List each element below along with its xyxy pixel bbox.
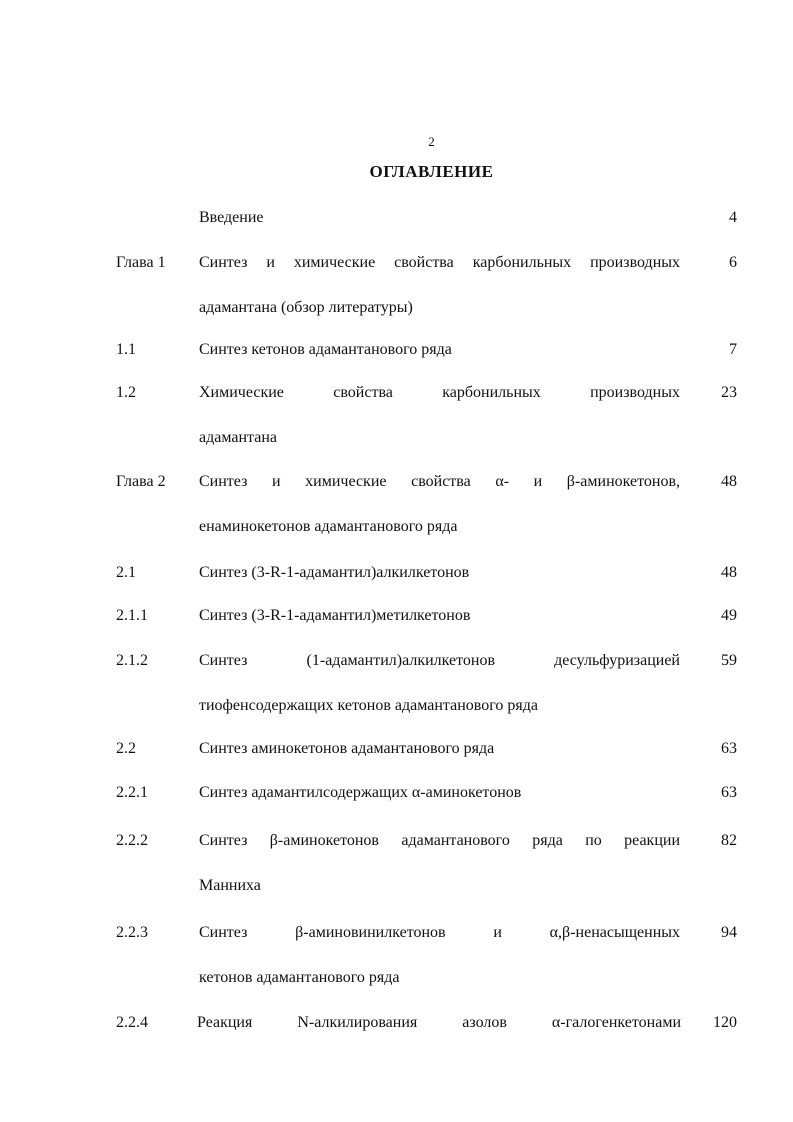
toc-entry-line: Синтез (3-R-1-адамантил)алкилкетонов [199,564,470,581]
toc-entry-line: енаминокетонов адамантанового ряда [199,517,458,535]
toc-entry-number: 2.2.2 [116,832,148,849]
toc-entry-number: 1.2 [116,384,136,401]
toc-entry-line: Синтез (3-R-1-адамантил)метилкетонов [199,607,471,624]
toc-entry-line: Синтез и химические свойства карбонильных производных [199,254,680,271]
toc-entry-line: Синтез и химические свойства α- и β-аминокетонов, [199,473,680,490]
toc-entry-line: Синтез β-аминокетонов адамантанового ряда по реакции [199,832,680,849]
page-number: 2 [428,134,435,149]
toc-entry-title [199,551,680,596]
toc-entry-number: 2.1 [116,564,136,581]
toc-entry-page: 48 [721,564,737,581]
toc-entry-line: Синтез аминокетонов адамантанового ряда [199,740,495,757]
toc-entry-number: 2.2.4 [116,1014,148,1031]
toc-entry-page: 7 [729,341,737,358]
toc-entry-line: Синтез β-аминовинилкетонов и α,β-ненасыщенных [199,924,680,941]
page-title: ОГЛАВЛЕНИЕ [369,162,494,181]
toc-entry-page: 59 [721,652,737,669]
toc-entry-page: 49 [721,607,737,624]
toc-entry-number: 2.2.3 [116,924,148,941]
toc-entry-page: 4 [729,209,737,226]
toc-entry-line: Введение [199,209,264,226]
toc-entry-number: Глава 2 [116,473,166,490]
toc-entry-page: 120 [713,1014,737,1031]
toc-entry-line: Синтез адамантилсодержащих α-аминокетонов [199,784,522,801]
toc-entry-number: 1.1 [116,341,136,358]
toc-entry-page: 94 [721,924,737,941]
toc-entry-title [199,819,680,908]
toc-entry-title [199,460,680,549]
toc-entry-title [199,727,680,772]
toc-entry-page: 63 [721,740,737,757]
toc-entry-title [199,196,680,241]
toc-entry-page: 23 [721,384,737,401]
toc-entry-number: 2.2 [116,740,136,757]
toc-entry-page: 48 [721,473,737,490]
toc-entry-number: 2.2.1 [116,784,148,801]
toc-entry-title [199,241,680,330]
toc-entry-line: Химические свойства карбонильных производных [199,384,680,401]
toc-entry-title [197,1001,681,1046]
toc-entry-title [199,639,680,728]
toc-entry-line: Манниха [199,876,261,894]
toc-entry-number: 2.1.2 [116,652,148,669]
toc-entry-title [199,771,680,816]
toc-entry-page: 63 [721,784,737,801]
toc-entry-line: тиофенсодержащих кетонов адамантанового ряда [199,696,538,714]
toc-entry-page: 6 [729,254,737,271]
toc-entry-line: Реакция N-алкилирования азолов α-галогенкетонами [197,1014,681,1031]
toc-entry-number: Глава 1 [116,254,166,271]
toc-entry-line: Синтез кетонов адамантанового ряда [199,341,452,358]
toc-entry-line: Синтез (1-адамантил)алкилкетонов десульфуризацией [199,652,680,669]
toc-entry-number: 2.1.1 [116,607,148,624]
toc-entry-title [199,328,680,373]
toc-entry-page: 82 [721,832,737,849]
toc-entry-line: кетонов адамантанового ряда [199,968,400,986]
toc-entry-line: адамантана [199,428,277,446]
toc-entry-title [199,594,680,639]
toc-entry-title [199,911,680,1000]
toc-entry-title [199,371,680,460]
toc-entry-line: адамантана (обзор литературы) [199,298,413,316]
